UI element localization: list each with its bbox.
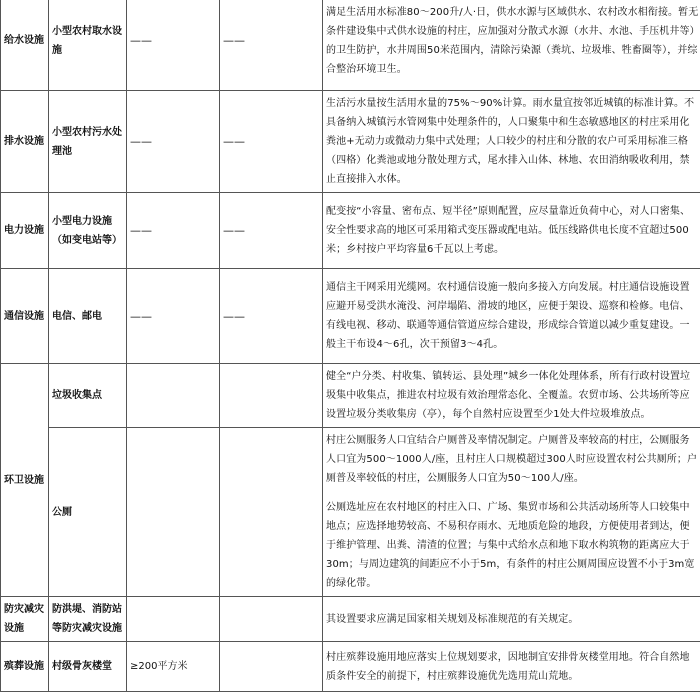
size-cell: —— (127, 91, 220, 193)
table-row (1, 428, 700, 597)
table-row (1, 91, 700, 193)
table-row (1, 0, 700, 91)
description-cell: 村庄殡葬设施用地应落实上位规划要求，因地制宜安排骨灰楼堂用地。符合自然地质条件安全的前提下，村庄殡葬设施优先选用荒山荒地。 (323, 642, 700, 692)
category-cell: 防灾减灾设施 (1, 597, 49, 642)
toilet-siting-paragraph: 公厕选址应在农村地区的村庄入口、广场、集贸市场和公共活动场所等人口较集中地点；应选择地势较高、不易积存雨水、无地质危险的地段，方便使用者到达，便于维护管理、出粪、清渣的位置；与集中式给水点和地下取水构筑物的距离应大于30m；与周边建筑的间距应不小于5m，有条件的村庄公厕周围应设置不小于3m宽的绿化带。 (326, 498, 699, 593)
area-cell: —— (220, 0, 323, 91)
table-row (1, 364, 700, 428)
description-cell: 其设置要求应满足国家相关规划及标准规范的有关规定。 (323, 597, 700, 642)
description-cell: 生活污水量按生活用水量的75%～90%计算。雨水量宜按邻近城镇的标准计算。不具备纳入城镇污水管网集中处理条件的，人口聚集中和生态敏感地区的村庄采用化粪池+无动力或微动力集中式处理；人口较少的村庄和分散的农户可采用标准三格（四格）化粪池或地分散处理方式，尾水排入山体、林地、农田消纳吸收利用，禁止直接排入水体。 (323, 91, 700, 193)
size-cell: —— (127, 193, 220, 269)
area-cell (220, 364, 323, 428)
size-cell (127, 364, 220, 428)
category-cell: 给水设施 (1, 0, 49, 91)
category-cell: 电力设施 (1, 193, 49, 269)
category-cell: 通信设施 (1, 269, 49, 364)
area-cell (220, 597, 323, 642)
category-cell: 环卫设施 (1, 364, 49, 597)
toilet-service-paragraph: 村庄公厕服务人口宜结合户厕普及率情况制定。户厕普及率较高的村庄，公厕服务人口宜为500～1000人/座，且村庄人口规模超过300人时应设置农村公共厕所；户厕普及率较低的村庄，公厕服务人口宜为50～100人/座。 (326, 431, 699, 488)
item-cell: 小型农村污水处理池 (49, 91, 127, 193)
description-cell: 配变按“小容量、密布点、短半径”原则配置，应尽量靠近负荷中心，对人口密集、安全性要求高的地区可采用箱式变压器或配电站。低压线路供电长度不宜超过500米；乡村按户平均容量6千瓦以上考虑。 (323, 193, 700, 269)
size-cell (127, 428, 220, 597)
area-cell (220, 428, 323, 597)
size-cell (127, 597, 220, 642)
size-cell: ≥200平方米 (127, 642, 220, 692)
item-cell: 电信、邮电 (49, 269, 127, 364)
table-row (1, 193, 700, 269)
table-row (1, 642, 700, 692)
item-cell: 垃圾收集点 (49, 364, 127, 428)
category-cell: 排水设施 (1, 91, 49, 193)
item-cell: 村级骨灰楼堂 (49, 642, 127, 692)
description-cell: 满足生活用水标准80～200升/人·日，供水水源与区域供水、农村改水相衔接。暂无条件建设集中式供水设施的村庄，应加强对分散式水源（水井、水池、手压机井等）的卫生防护，水井周围50米范围内，清除污染源（粪坑、垃圾堆、牲畜圈等），并综合整治环境卫生。 (323, 0, 700, 91)
description-cell: 通信主干网采用光缆网。农村通信设施一般向多接入方向发展。村庄通信设施设置应避开易受洪水淹没、河岸塌陷、滑坡的地区，应便于架设、巡察和检修。电信、有线电视、移动、联通等通信管道应综合建设，形成综合管道以减少重复建设。一般主干布设4～6孔，次干预留3～4孔。 (323, 269, 700, 364)
item-cell: 小型电力设施（如变电站等） (49, 193, 127, 269)
size-cell: —— (127, 0, 220, 91)
size-cell: —— (127, 269, 220, 364)
item-cell: 小型农村取水设施 (49, 0, 127, 91)
item-cell: 公厕 (49, 428, 127, 597)
area-cell: —— (220, 193, 323, 269)
area-cell: —— (220, 269, 323, 364)
description-cell (323, 428, 700, 597)
item-cell: 防洪堤、消防站等防灾减灾设施 (49, 597, 127, 642)
area-cell: —— (220, 91, 323, 193)
table-row (1, 597, 700, 642)
area-cell (220, 642, 323, 692)
category-cell: 殡葬设施 (1, 642, 49, 692)
description-cell: 健全“户分类、村收集、镇转运、县处理”城乡一体化处理体系，所有行政村设置垃圾集中收集点，推进农村垃圾有效治理常态化、全覆盖。农贸市场、公共场所等应设置垃圾分类收集房（亭），每个自然村应设置至少1处大件垃圾堆放点。 (323, 364, 700, 428)
table-row (1, 269, 700, 364)
